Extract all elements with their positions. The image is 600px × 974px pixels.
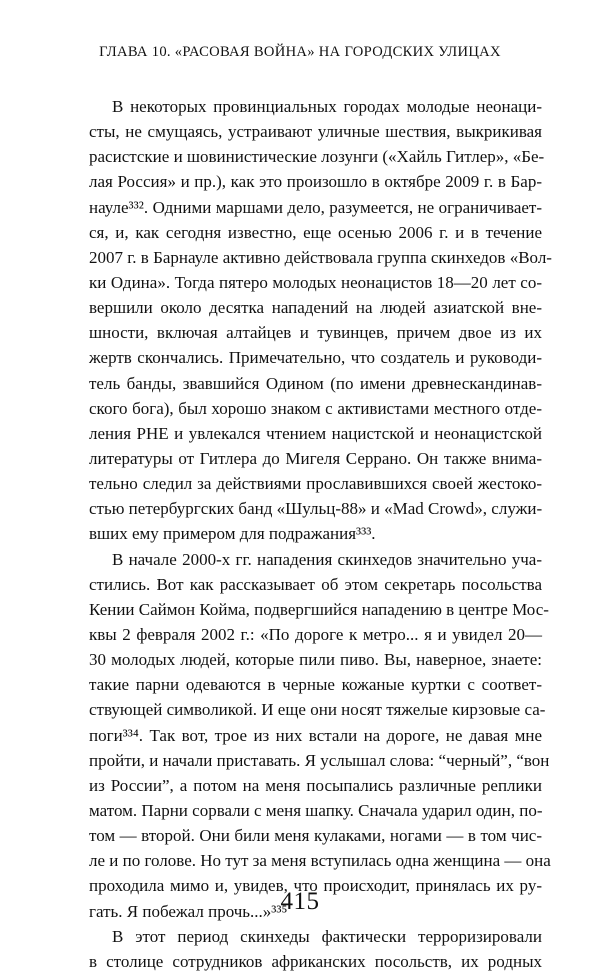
running-head: ГЛАВА 10. «РАСОВАЯ ВОЙНА» НА ГОРОДСКИХ УЛИЦАХ bbox=[99, 44, 501, 60]
text-line: ствующей символикой. И еще они носят тяжелые кирзовые са- bbox=[89, 700, 546, 720]
text-line: сты, не смущаясь, устраивают уличные шествия, выкрикивая bbox=[89, 122, 542, 142]
text-line: ся, и, как сегодня известно, еще осенью 2006 г. и в течение bbox=[89, 222, 542, 242]
text-line: вших ему примером для подражания³³³. bbox=[89, 524, 376, 544]
text-line: 2007 г. в Барнауле активно действовала группа скинхедов «Вол- bbox=[89, 247, 552, 267]
text-line: проходила мимо и, увидев, что происходит, принялась их ру- bbox=[89, 876, 542, 896]
text-line: вершили около десятка нападений на людей азиатской вне- bbox=[89, 298, 542, 318]
text-line: тельно следил за действиями прославившихся своей жестоко- bbox=[89, 474, 542, 494]
text-line: расистские и шовинистические лозунги («Хайль Гитлер», «Бе- bbox=[89, 147, 545, 167]
text-line: такие парни одеваются в черные кожаные куртки с соответ- bbox=[89, 675, 542, 695]
text-line: матом. Парни сорвали с меня шапку. Сначала ударил один, по- bbox=[89, 800, 543, 820]
text-line: ле и по голове. Но тут за меня вступилась одна женщина — она bbox=[89, 851, 551, 871]
text-line: стились. Вот как рассказывает об этом секретарь посольства bbox=[89, 574, 542, 594]
page-number: 415 bbox=[280, 888, 320, 915]
text-line: лая Россия» и пр.), как это произошло в октябре 2009 г. в Бар- bbox=[89, 172, 542, 192]
text-line: в столице сотрудников африканских посольств, их родных bbox=[89, 951, 542, 971]
text-line: поги³³⁴. Так вот, трое из них встали на дороге, не давая мне bbox=[89, 725, 542, 745]
text-line: В начале 2000-х гг. нападения скинхедов значительно уча- bbox=[112, 549, 542, 569]
text-line: ки Одина». Тогда пятеро молодых неонацистов 18—20 лет со- bbox=[89, 272, 542, 292]
text-line: шности, включая алтайцев и тувинцев, причем двое из их bbox=[89, 323, 542, 343]
text-line: тель банды, звавшийся Одином (по имени древнескандинав- bbox=[89, 373, 542, 393]
text-line: науле³³². Одними маршами дело, разумеется, не ограничивает- bbox=[89, 197, 542, 217]
text-line: квы 2 февраля 2002 г.: «По дороге к метро... я и увидел 20— bbox=[89, 624, 542, 644]
text-line: ления РНЕ и увлекался чтением нацистской и неонацистской bbox=[89, 423, 542, 443]
text-line: 30 молодых людей, которые пили пиво. Вы, наверное, знаете: bbox=[89, 650, 542, 670]
text-line: стью петербургских банд «Шульц-88» и «Mad Crowd», служи- bbox=[89, 499, 543, 519]
text-line: гать. Я побежал прочь...»³³⁵ bbox=[89, 901, 288, 921]
body-text bbox=[89, 94, 552, 974]
text-line: пройти, и начали приставать. Я услышал слова: “черный”, “вон bbox=[89, 750, 550, 770]
text-line: литературы от Гитлера до Мигеля Серрано. Он также внима- bbox=[89, 448, 542, 468]
text-line: из России”, а потом на меня посыпались различные реплики bbox=[89, 775, 542, 795]
text-line: ского бога), был хорошо знаком с активистами местного отде- bbox=[89, 398, 542, 418]
text-line: Кении Саймон Койма, подвергшийся нападению в центре Мос- bbox=[89, 599, 549, 619]
text-line: том — второй. Они били меня кулаками, ногами — в том чис- bbox=[89, 826, 542, 846]
text-line: В этот период скинхеды фактически терроризировали bbox=[112, 926, 542, 946]
text-line: В некоторых провинциальных городах молодые неонаци- bbox=[112, 97, 542, 116]
text-line: жертв скончались. Примечательно, что создатель и руководи- bbox=[89, 348, 542, 368]
